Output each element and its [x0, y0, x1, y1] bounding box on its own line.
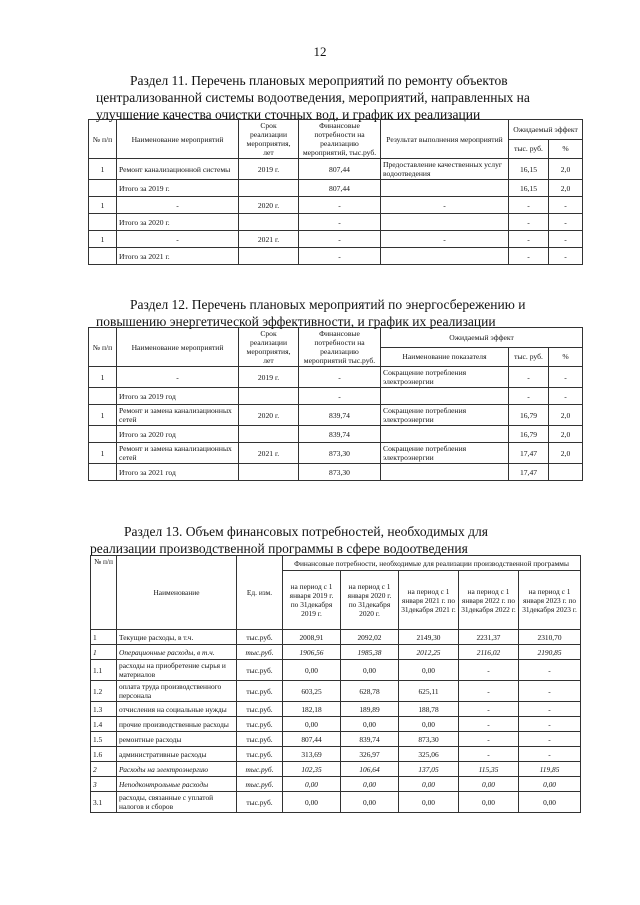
cell-value: 0,00 [399, 777, 459, 792]
header-finance: Финансовые потребности на реализацию мероприятий, тыс.руб. [299, 120, 381, 159]
header-period: на период с 1 января 2021 г. по 31декабря 2021 г. [399, 571, 459, 630]
header-pct: % [549, 139, 583, 159]
cell-num: 1 [91, 630, 117, 645]
cell-value: 0,00 [399, 660, 459, 681]
heading-line: улучшение качества очистки сточных вод, и график их реализации [96, 107, 481, 122]
cell-pct: 2,0 [549, 159, 583, 180]
cell-unit: тыс.руб. [237, 681, 283, 702]
table-row [89, 388, 583, 405]
cell-name: Итого за 2020 год [117, 426, 239, 443]
cell-num [89, 464, 117, 481]
header-period: на период с 1 января 2023 г. по 31декабря 2023 г. [519, 571, 581, 630]
cell-term: 2020 г. [239, 405, 299, 426]
cell-name: Ремонт канализационной системы [117, 159, 239, 180]
heading-line: Раздел 12. Перечень плановых мероприятий по энергосбережению и [130, 297, 526, 312]
cell-unit: тыс.руб. [237, 792, 283, 813]
cell-value: 2231,37 [459, 630, 519, 645]
cell-pct: 2,0 [549, 180, 583, 197]
table-row [89, 231, 583, 248]
cell-value: 0,00 [283, 660, 341, 681]
cell-num: 1.1 [91, 660, 117, 681]
cell-value: 0,00 [283, 717, 341, 732]
cell-name: Итого за 2021 г. [117, 248, 239, 265]
cell-pct: - [549, 231, 583, 248]
cell-name: расходы, связанные с уплатой налогов и сборов [117, 792, 237, 813]
cell-value: 2092,02 [341, 630, 399, 645]
cell-indicator: Сокращение потребления электроэнергии [381, 443, 509, 464]
cell-num: 1 [89, 197, 117, 214]
cell-finance: - [299, 367, 381, 388]
cell-value: 102,35 [283, 762, 341, 777]
cell-name: Расходы на электроэнергию [117, 762, 237, 777]
cell-name: оплата труда производственного персонала [117, 681, 237, 702]
cell-value: 2190,85 [519, 645, 581, 660]
cell-value: - [519, 747, 581, 762]
cell-value: 839,74 [341, 732, 399, 747]
cell-term: 2019 г. [239, 159, 299, 180]
cell-pct [549, 464, 583, 481]
cell-value: 326,97 [341, 747, 399, 762]
cell-value: 603,25 [283, 681, 341, 702]
table-row [91, 762, 581, 777]
cell-value: 0,00 [341, 792, 399, 813]
cell-name: Итого за 2020 г. [117, 214, 239, 231]
cell-name: ремонтные расходы [117, 732, 237, 747]
cell-name: - [117, 197, 239, 214]
cell-num: 1 [89, 231, 117, 248]
cell-value: 2310,70 [519, 630, 581, 645]
cell-unit: тыс.руб. [237, 630, 283, 645]
table-row [91, 792, 581, 813]
cell-pct: 2,0 [549, 443, 583, 464]
cell-num: 1 [89, 443, 117, 464]
cell-finance: 873,30 [299, 464, 381, 481]
header-indicator: Наименование показателя [381, 347, 509, 367]
cell-value: 0,00 [283, 777, 341, 792]
cell-indicator [381, 426, 509, 443]
cell-value: - [519, 732, 581, 747]
cell-value: 182,18 [283, 702, 341, 717]
cell-unit: тыс.руб. [237, 702, 283, 717]
cell-name: Ремонт и замена канализационных сетей [117, 405, 239, 426]
table-row [89, 464, 583, 481]
table-row [91, 660, 581, 681]
cell-finance: - [299, 248, 381, 265]
header-period: на период с 1 января 2022 г. по 31декабря 2022 г. [459, 571, 519, 630]
cell-finance: 839,74 [299, 405, 381, 426]
cell-unit: тыс.руб. [237, 660, 283, 681]
cell-name: Операционные расходы, в т.ч. [117, 645, 237, 660]
cell-unit: тыс.руб. [237, 645, 283, 660]
cell-finance: 807,44 [299, 159, 381, 180]
cell-num: 1 [91, 645, 117, 660]
cell-rub: - [509, 197, 549, 214]
header-num: № п/п [89, 328, 117, 367]
cell-value: 0,00 [283, 792, 341, 813]
cell-indicator: Сокращение потребления электроэнергии [381, 405, 509, 426]
header-effect: Ожидаемый эффект [509, 120, 583, 140]
cell-value: 0,00 [341, 660, 399, 681]
page-number: 12 [313, 44, 327, 59]
heading-line: централизованной системы водоотведения, мероприятий, направленных на [96, 90, 530, 105]
cell-finance: 839,74 [299, 426, 381, 443]
section-13-heading [90, 523, 580, 557]
cell-rub: 17,47 [509, 464, 549, 481]
cell-value: 0,00 [399, 717, 459, 732]
heading-line: Раздел 11. Перечень плановых мероприятий по ремонту объектов [130, 73, 508, 88]
header-period: на период с 1 января 2020 г. по 31декабря 2020 г. [341, 571, 399, 630]
cell-result: - [381, 231, 509, 248]
table-row [91, 681, 581, 702]
table-row [89, 180, 583, 197]
cell-name: Текущие расходы, в т.ч. [117, 630, 237, 645]
cell-rub: 17,47 [509, 443, 549, 464]
cell-value: - [459, 681, 519, 702]
cell-value: 2012,25 [399, 645, 459, 660]
header-num: № п/п [89, 120, 117, 159]
cell-rub: - [509, 388, 549, 405]
header-rub: тыс. руб. [509, 347, 549, 367]
cell-name: Итого за 2019 г. [117, 180, 239, 197]
cell-value: - [459, 660, 519, 681]
cell-value: 189,89 [341, 702, 399, 717]
cell-value: 2116,02 [459, 645, 519, 660]
cell-value: 1906,56 [283, 645, 341, 660]
header-finance: Финансовые потребности на реализацию мероприятий тыс.руб. [299, 328, 381, 367]
table-row [91, 630, 581, 645]
cell-value: 2149,30 [399, 630, 459, 645]
table-row [89, 443, 583, 464]
cell-name: Ремонт и замена канализационных сетей [117, 443, 239, 464]
cell-finance: - [299, 197, 381, 214]
heading-line: Раздел 13. Объем финансовых потребностей, необходимых для [124, 524, 488, 539]
cell-value: - [459, 747, 519, 762]
cell-finance: - [299, 231, 381, 248]
cell-unit: тыс.руб. [237, 732, 283, 747]
cell-unit: тыс.руб. [237, 777, 283, 792]
cell-pct: - [549, 197, 583, 214]
cell-value: 188,78 [399, 702, 459, 717]
cell-finance: - [299, 388, 381, 405]
table-row [89, 248, 583, 265]
section-12-heading [96, 296, 580, 330]
cell-num: 1.2 [91, 681, 117, 702]
cell-num: 3.1 [91, 792, 117, 813]
cell-name: - [117, 367, 239, 388]
section-13-table [90, 555, 581, 813]
cell-value: 625,11 [399, 681, 459, 702]
section-11-heading [96, 72, 580, 123]
cell-num [89, 180, 117, 197]
table-row [89, 426, 583, 443]
cell-value: - [519, 660, 581, 681]
cell-value: - [459, 702, 519, 717]
cell-num: 1.6 [91, 747, 117, 762]
header-period: на период с 1 января 2019 г. по 31декабря 2019 г. [283, 571, 341, 630]
cell-result [381, 248, 509, 265]
section-12-table [88, 327, 583, 481]
table-row [89, 367, 583, 388]
cell-name: Итого за 2019 год [117, 388, 239, 405]
cell-value: 0,00 [341, 717, 399, 732]
cell-value: 0,00 [519, 777, 581, 792]
cell-term: 2020 г. [239, 197, 299, 214]
cell-value: - [459, 717, 519, 732]
table-row [91, 747, 581, 762]
table-row [91, 702, 581, 717]
cell-rub: - [509, 367, 549, 388]
table-row [91, 732, 581, 747]
cell-value: - [519, 717, 581, 732]
cell-term [239, 214, 299, 231]
cell-num: 1 [89, 159, 117, 180]
table-row [89, 197, 583, 214]
cell-name: Неподконтрольные расходы [117, 777, 237, 792]
cell-value: - [519, 681, 581, 702]
heading-line: повышению энергетической эффективности, и график их реализации [96, 314, 496, 329]
header-term: Срок реализации мероприятия, лет [239, 328, 299, 367]
header-unit: Ед. изм. [237, 556, 283, 630]
cell-pct: - [549, 214, 583, 231]
cell-pct: 2,0 [549, 426, 583, 443]
table-row [89, 405, 583, 426]
cell-value: 2008,91 [283, 630, 341, 645]
table-row [91, 777, 581, 792]
cell-result: Предоставление качественных услуг водоотведения [381, 159, 509, 180]
cell-value: 0,00 [341, 777, 399, 792]
cell-num [89, 248, 117, 265]
header-name: Наименование мероприятий [117, 328, 239, 367]
cell-value: 0,00 [459, 792, 519, 813]
cell-rub: - [509, 231, 549, 248]
table-row [91, 645, 581, 660]
cell-pct: - [549, 367, 583, 388]
table-row [89, 159, 583, 180]
cell-value: 0,00 [399, 792, 459, 813]
header-term: Срок реализации мероприятия, лет [239, 120, 299, 159]
cell-value: - [459, 732, 519, 747]
cell-result: - [381, 197, 509, 214]
cell-num: 1.5 [91, 732, 117, 747]
cell-name: отчисления на социальные нужды [117, 702, 237, 717]
cell-value: 115,35 [459, 762, 519, 777]
cell-indicator: Сокращение потребления электроэнергии [381, 367, 509, 388]
header-pct: % [549, 347, 583, 367]
cell-rub: 16,15 [509, 180, 549, 197]
cell-value: 1985,38 [341, 645, 399, 660]
cell-rub: - [509, 248, 549, 265]
cell-term [239, 426, 299, 443]
cell-value: 873,30 [399, 732, 459, 747]
cell-num: 1.4 [91, 717, 117, 732]
cell-term [239, 180, 299, 197]
cell-value: - [519, 702, 581, 717]
cell-value: 137,05 [399, 762, 459, 777]
cell-value: 119,85 [519, 762, 581, 777]
cell-num [89, 214, 117, 231]
cell-term: 2021 г. [239, 443, 299, 464]
cell-unit: тыс.руб. [237, 717, 283, 732]
cell-rub: - [509, 214, 549, 231]
cell-finance: 873,30 [299, 443, 381, 464]
header-name: Наименование [117, 556, 237, 630]
cell-num: 1 [89, 405, 117, 426]
cell-num: 3 [91, 777, 117, 792]
cell-unit: тыс.руб. [237, 762, 283, 777]
cell-value: 313,69 [283, 747, 341, 762]
cell-value: 807,44 [283, 732, 341, 747]
cell-term: 2019 г. [239, 367, 299, 388]
cell-indicator [381, 464, 509, 481]
cell-rub: 16,79 [509, 405, 549, 426]
header-num: № п/п [91, 556, 117, 630]
cell-num [89, 426, 117, 443]
cell-finance: - [299, 214, 381, 231]
cell-rub: 16,15 [509, 159, 549, 180]
heading-line: реализации производственной программы в сфере водоотведения [90, 541, 468, 556]
cell-pct: 2,0 [549, 405, 583, 426]
header-group: Финансовые потребности, необходимые для реализации производственной программы [283, 556, 581, 571]
cell-term [239, 248, 299, 265]
table-row [91, 717, 581, 732]
cell-num: 2 [91, 762, 117, 777]
cell-term [239, 464, 299, 481]
cell-pct: - [549, 388, 583, 405]
header-result: Результат выполнения мероприятий [381, 120, 509, 159]
cell-value: 0,00 [459, 777, 519, 792]
cell-result [381, 214, 509, 231]
cell-value: 325,06 [399, 747, 459, 762]
cell-name: расходы на приобретение сырья и материалов [117, 660, 237, 681]
cell-value: 0,00 [519, 792, 581, 813]
cell-num: 1.3 [91, 702, 117, 717]
cell-term [239, 388, 299, 405]
header-effect: Ожидаемый эффект [381, 328, 583, 348]
cell-value: 628,78 [341, 681, 399, 702]
cell-result [381, 180, 509, 197]
cell-pct: - [549, 248, 583, 265]
cell-name: - [117, 231, 239, 248]
cell-unit: тыс.руб. [237, 747, 283, 762]
cell-value: 106,64 [341, 762, 399, 777]
cell-term: 2021 г. [239, 231, 299, 248]
cell-rub: 16,79 [509, 426, 549, 443]
header-rub: тыс. руб. [509, 139, 549, 159]
cell-num [89, 388, 117, 405]
cell-name: прочие производственные расходы [117, 717, 237, 732]
cell-num: 1 [89, 367, 117, 388]
cell-name: Итого за 2021 год [117, 464, 239, 481]
cell-finance: 807,44 [299, 180, 381, 197]
header-name: Наименование мероприятий [117, 120, 239, 159]
section-11-table [88, 119, 583, 265]
table-row [89, 214, 583, 231]
cell-name: административные расходы [117, 747, 237, 762]
cell-indicator [381, 388, 509, 405]
